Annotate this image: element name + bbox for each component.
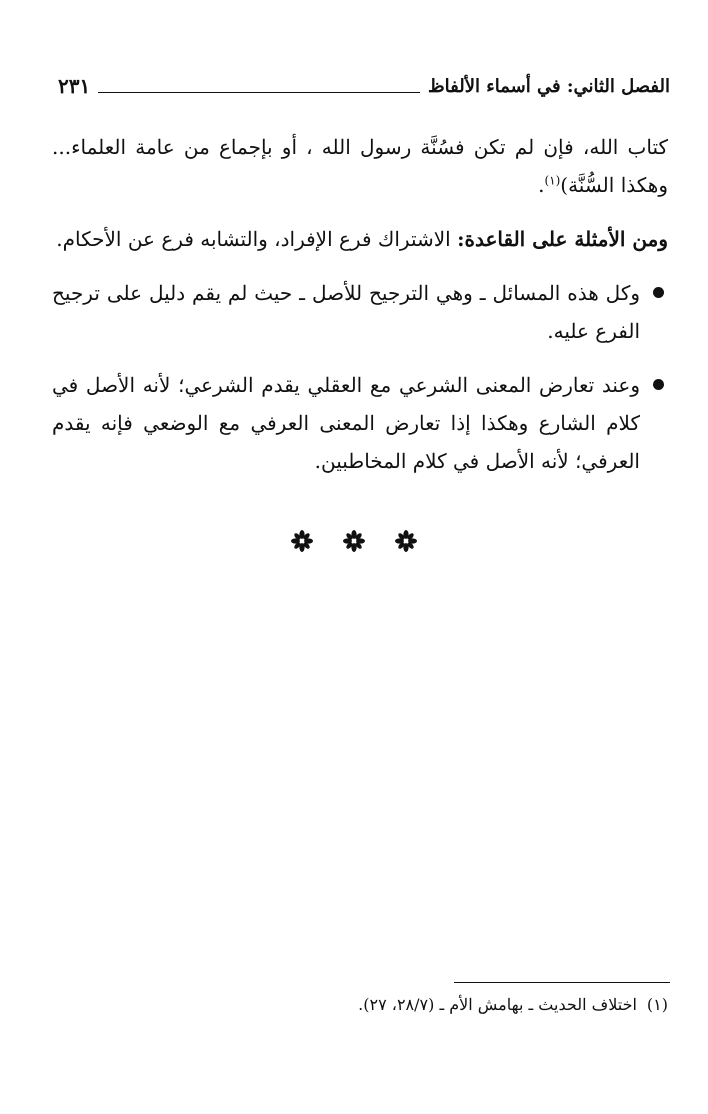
- flower-ornament-icon: [343, 530, 365, 552]
- section-divider-ornaments: [0, 530, 708, 552]
- paragraph-1-text: كتاب الله، فإن لم تكن فسُنَّة رسول الله ، أو بإجماع من عامة العلماء... وهكذا السُّنَّة): [52, 135, 668, 197]
- bullet-icon: [653, 287, 664, 298]
- bullet-item-1: [52, 274, 668, 350]
- paragraph-1: [52, 128, 668, 204]
- paragraph-2-text: الاشتراك فرع الإفراد، والتشابه فرع عن الأحكام.: [56, 227, 458, 251]
- paragraph-2: [52, 220, 668, 258]
- bullet-text-1: وكل هذه المسائل ـ وهي الترجيح للأصل ـ حيث لم يقم دليل على ترجيح الفرع عليه.: [52, 281, 640, 343]
- footnote-separator: [454, 982, 670, 983]
- footnote-number: (١): [646, 995, 668, 1014]
- footnote-reference: (١): [544, 173, 561, 188]
- body-text: [52, 128, 668, 480]
- bullet-text-2: وعند تعارض المعنى الشرعي مع العقلي يقدم الشرعي؛ لأنه الأصل في كلام الشارع وهكذا إذا تعارض المعنى العرفي مع الوضعي فإنه يقدم العرفي؛ لأنه الأصل في كلام المخاطبين.: [52, 373, 640, 473]
- bullet-icon: [653, 379, 664, 390]
- header-rule: [98, 92, 420, 93]
- footnote: [52, 992, 668, 1018]
- footnote-text: اختلاف الحديث ـ بهامش الأم ـ (٢٨/٧، ٢٧).: [358, 995, 637, 1014]
- flower-ornament-icon: [291, 530, 313, 552]
- running-header: [58, 62, 670, 96]
- page-number: ٢٣١: [58, 74, 91, 98]
- examples-heading: ومن الأمثلة على القاعدة:: [457, 227, 668, 251]
- bullet-item-2: [52, 366, 668, 480]
- paragraph-1-end: .: [538, 173, 545, 197]
- chapter-title: الفصل الثاني: في أسماء الألفاظ: [428, 76, 670, 97]
- flower-ornament-icon: [395, 530, 417, 552]
